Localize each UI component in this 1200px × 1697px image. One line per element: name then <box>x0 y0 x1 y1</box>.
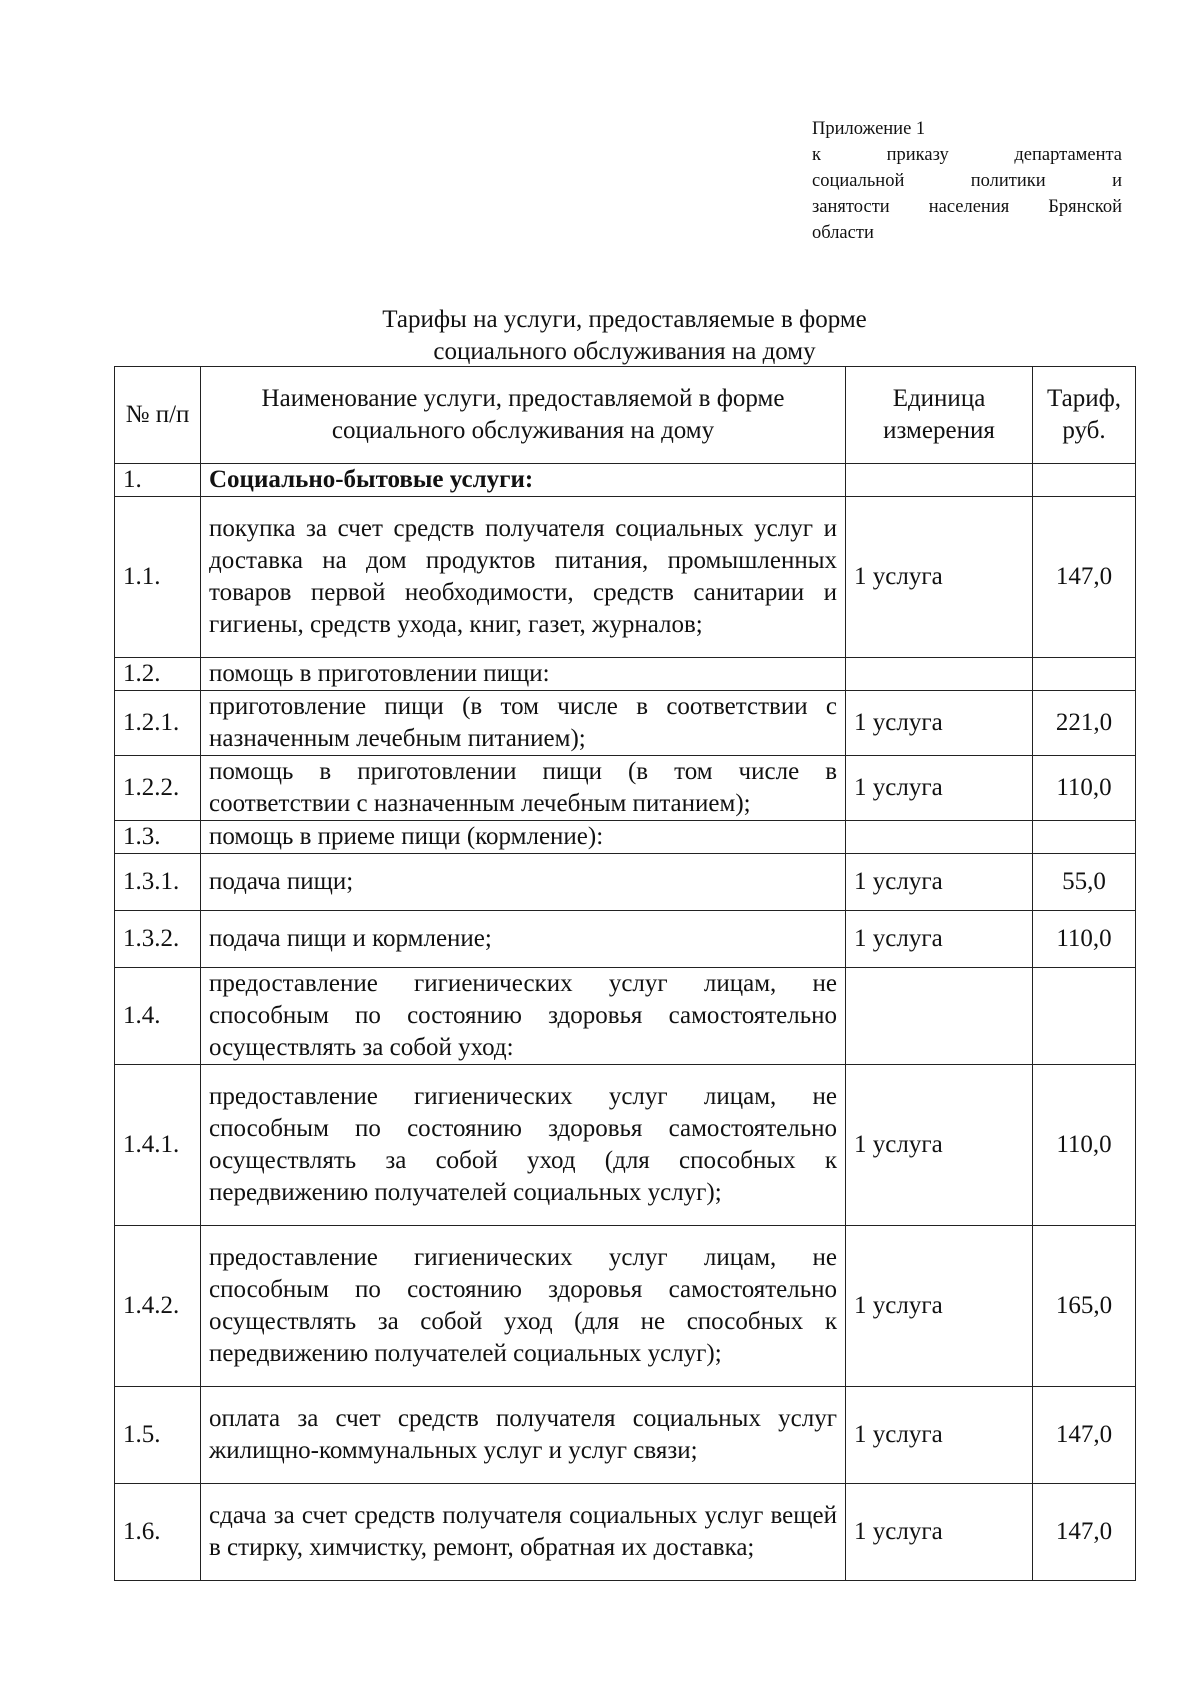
annex-line-3: социальной политики и <box>812 171 1122 191</box>
header-num: № п/п <box>115 367 201 464</box>
row-name: подача пищи; <box>201 854 846 911</box>
row-num: 1.2.1. <box>115 691 201 756</box>
row-unit: 1 услуга <box>846 1387 1033 1484</box>
table-row <box>115 1484 1136 1581</box>
row-num: 1.3. <box>115 821 201 854</box>
row-unit <box>846 658 1033 691</box>
row-unit: 1 услуга <box>846 1065 1033 1226</box>
row-name: помощь в приеме пищи (кормление): <box>201 821 846 854</box>
table-row <box>115 911 1136 968</box>
row-tariff: 55,0 <box>1033 854 1136 911</box>
row-tariff: 110,0 <box>1033 911 1136 968</box>
row-unit: 1 услуга <box>846 497 1033 658</box>
row-name: помощь в приготовлении пищи (в том числе в соответствии с назначенным лечебным питанием); <box>201 756 846 821</box>
row-num: 1.5. <box>115 1387 201 1484</box>
row-num: 1.4.2. <box>115 1226 201 1387</box>
row-num: 1.4.1. <box>115 1065 201 1226</box>
header-unit: Единица измерения <box>846 367 1033 464</box>
row-name: предоставление гигиенических услуг лицам, не способным по состоянию здоровья самостоятельно осуществлять за собой уход (для способных к передвижению получателей социальных услуг); <box>201 1065 846 1226</box>
annex-line-4: занятости населения Брянской <box>812 197 1122 217</box>
annex-line-2: к приказу департамента <box>812 145 1122 165</box>
row-num: 1.3.2. <box>115 911 201 968</box>
document-title <box>114 304 1135 368</box>
row-name: подача пищи и кормление; <box>201 911 846 968</box>
row-tariff <box>1033 464 1136 497</box>
row-unit <box>846 968 1033 1065</box>
row-num: 1.2. <box>115 658 201 691</box>
row-num: 1.1. <box>115 497 201 658</box>
row-tariff: 147,0 <box>1033 497 1136 658</box>
table-row <box>115 1065 1136 1226</box>
row-num: 1.6. <box>115 1484 201 1581</box>
table-row <box>115 497 1136 658</box>
row-num: 1.4. <box>115 968 201 1065</box>
tariffs-table <box>114 366 1136 1581</box>
row-unit: 1 услуга <box>846 854 1033 911</box>
row-num: 1.3.1. <box>115 854 201 911</box>
annex-line-1: Приложение 1 <box>812 119 926 139</box>
row-unit <box>846 464 1033 497</box>
row-tariff: 110,0 <box>1033 1065 1136 1226</box>
row-tariff: 147,0 <box>1033 1387 1136 1484</box>
table-row <box>115 658 1136 691</box>
annex-line-5: области <box>812 223 874 243</box>
row-unit: 1 услуга <box>846 691 1033 756</box>
row-name: приготовление пищи (в том числе в соответствии с назначенным лечебным питанием); <box>201 691 846 756</box>
table-row <box>115 691 1136 756</box>
table-row <box>115 1387 1136 1484</box>
header-tariff: Тариф, руб. <box>1033 367 1136 464</box>
row-num: 1. <box>115 464 201 497</box>
row-tariff <box>1033 821 1136 854</box>
annex-note <box>812 116 1122 246</box>
row-name: покупка за счет средств получателя социальных услуг и доставка на дом продуктов питания, промышленных товаров первой необходимости, средств санитарии и гигиены, средств ухода, книг, газет, журналов; <box>201 497 846 658</box>
row-tariff: 147,0 <box>1033 1484 1136 1581</box>
row-tariff: 110,0 <box>1033 756 1136 821</box>
row-unit: 1 услуга <box>846 911 1033 968</box>
table-row <box>115 968 1136 1065</box>
table-row <box>115 854 1136 911</box>
row-unit: 1 услуга <box>846 1484 1033 1581</box>
title-line-2: социального обслуживания на дому <box>433 338 816 365</box>
row-name: Социально-бытовые услуги: <box>201 464 846 497</box>
table-header-row <box>115 367 1136 464</box>
row-name: сдача за счет средств получателя социальных услуг вещей в стирку, химчистку, ремонт, обратная их доставка; <box>201 1484 846 1581</box>
header-name: Наименование услуги, предоставляемой в форме социального обслуживания на дому <box>201 367 846 464</box>
row-num: 1.2.2. <box>115 756 201 821</box>
table-row <box>115 821 1136 854</box>
row-tariff: 165,0 <box>1033 1226 1136 1387</box>
table-row <box>115 464 1136 497</box>
row-name: предоставление гигиенических услуг лицам, не способным по состоянию здоровья самостоятельно осуществлять за собой уход: <box>201 968 846 1065</box>
row-tariff <box>1033 658 1136 691</box>
row-unit <box>846 821 1033 854</box>
row-name: оплата за счет средств получателя социальных услуг жилищно-коммунальных услуг и услуг связи; <box>201 1387 846 1484</box>
row-unit: 1 услуга <box>846 1226 1033 1387</box>
title-line-1: Тарифы на услуги, предоставляемые в форме <box>382 306 867 333</box>
table-row <box>115 756 1136 821</box>
row-name: помощь в приготовлении пищи: <box>201 658 846 691</box>
row-name: предоставление гигиенических услуг лицам, не способным по состоянию здоровья самостоятельно осуществлять за собой уход (для не способных к передвижению получателей социальных услуг); <box>201 1226 846 1387</box>
table-row <box>115 1226 1136 1387</box>
row-tariff: 221,0 <box>1033 691 1136 756</box>
row-tariff <box>1033 968 1136 1065</box>
row-unit: 1 услуга <box>846 756 1033 821</box>
